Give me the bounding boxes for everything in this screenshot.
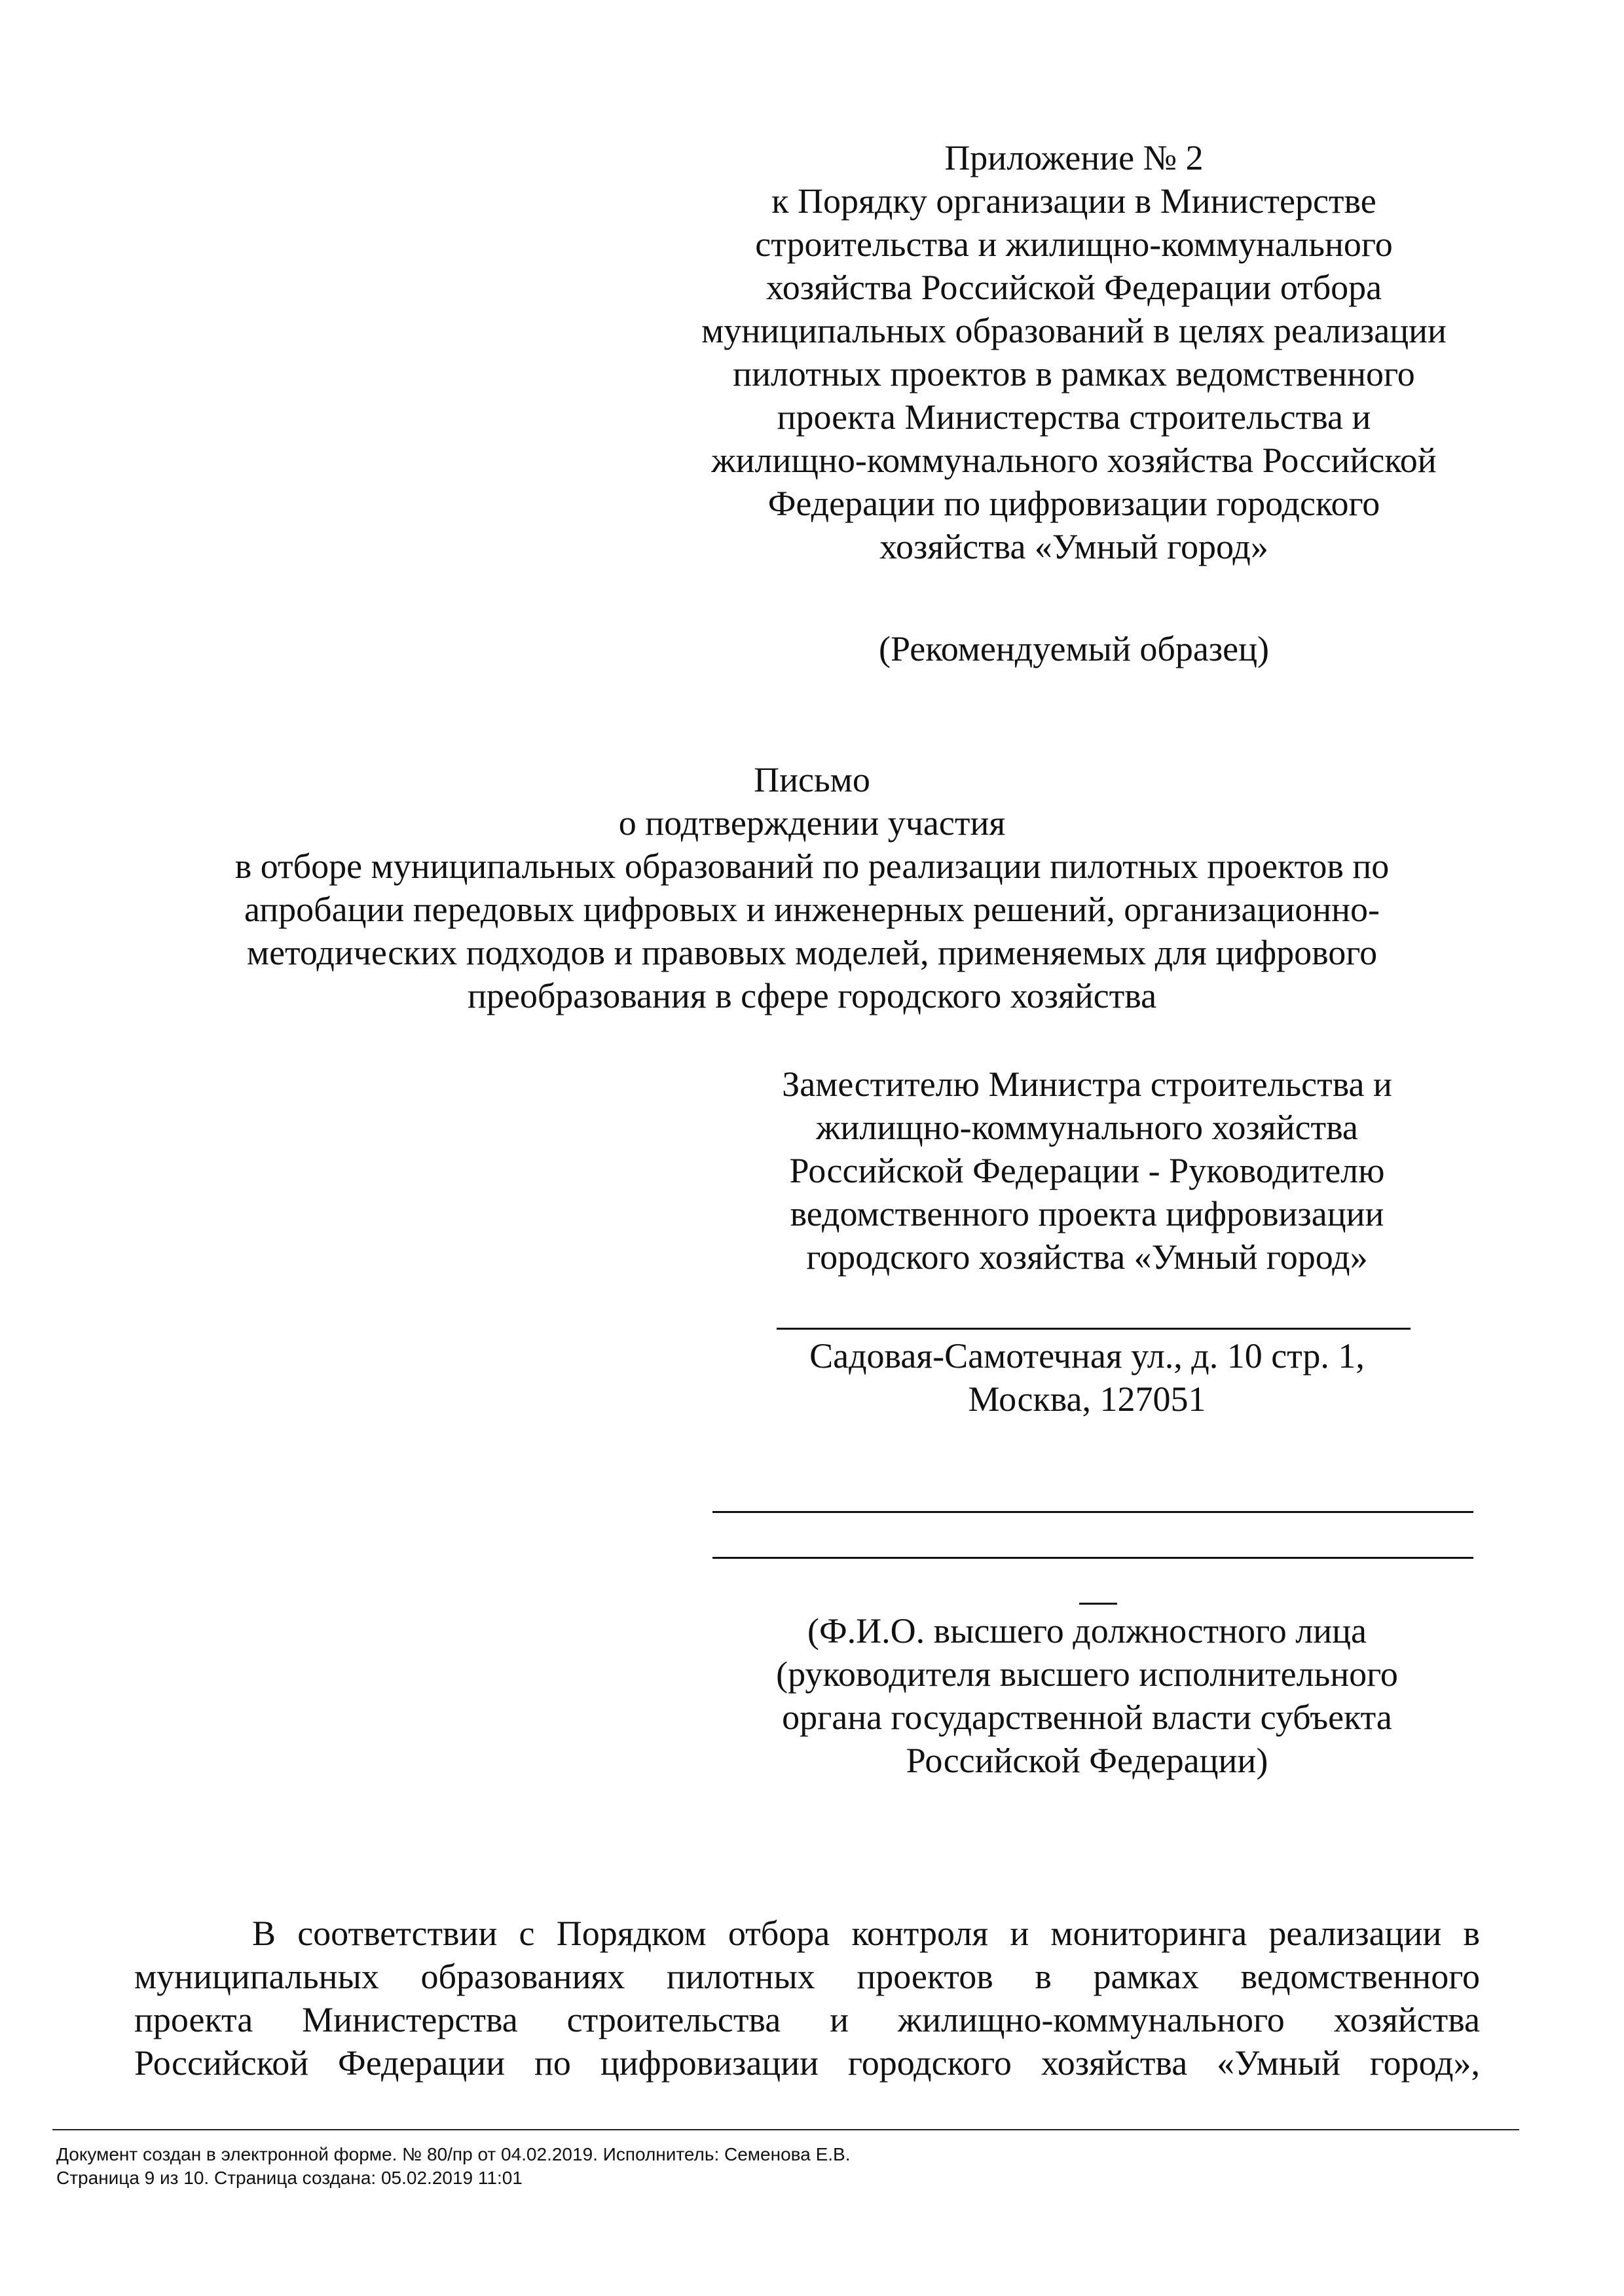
appendix-line: к Порядку организации в Министерстве (771, 181, 1376, 221)
appendix-line: пилотных проектов в рамках ведомственного (733, 354, 1415, 393)
footer-page-info: Страница 9 из 10. Страница создана: 05.02.2019 11:01 (56, 2168, 523, 2188)
letter-title-line: методических подходов и правовых моделей, применяемых для цифрового (246, 933, 1378, 972)
addressee-line: Заместителю Министра строительства и (782, 1065, 1392, 1104)
appendix-line: строительства и жилищно-коммунального (755, 225, 1393, 264)
appendix-header (616, 136, 1532, 568)
body-paragraph (134, 1912, 1480, 2085)
addressee-address (707, 1334, 1467, 1421)
body-line: В соответствии с Порядком отбора контроля и мониторинга реализации в (252, 1914, 1480, 1953)
appendix-line: проекта Министерства строительства и (777, 397, 1371, 437)
letter-title-line: апробации передовых цифровых и инженерных решений, организационно- (244, 890, 1380, 929)
sample-note (616, 627, 1532, 670)
letter-title-line: Письмо (754, 760, 870, 799)
blank-fill-line (712, 1557, 1473, 1559)
official-name-note (707, 1609, 1467, 1782)
addressee-divider (777, 1328, 1411, 1330)
blank-fill-line-short (1079, 1603, 1117, 1605)
sample-note-text: (Рекомендуемый образец) (879, 629, 1269, 668)
official-note-line: (Ф.И.О. высшего должностного лица (807, 1611, 1367, 1650)
appendix-line: хозяйства «Умный город» (879, 527, 1268, 566)
letter-title-line: преобразования в сфере городского хозяйства (467, 976, 1157, 1015)
body-line: муниципальных образованиях пилотных проектов в рамках ведомственного (134, 1957, 1480, 1996)
address-line: Москва, 127051 (968, 1379, 1206, 1419)
letter-title (131, 758, 1493, 1017)
footer-divider (52, 2129, 1519, 2130)
letter-title-line: в отборе муниципальных образований по реализации пилотных проектов по (234, 847, 1390, 886)
body-line: проекта Министерства строительства и жилищно-коммунального хозяйства (134, 2000, 1480, 2039)
address-line: Садовая-Самотечная ул., д. 10 стр. 1, (809, 1336, 1365, 1376)
official-note-line: Российской Федерации) (906, 1741, 1268, 1780)
blank-fill-line (712, 1511, 1473, 1513)
addressee-line: городского хозяйства «Умный город» (806, 1237, 1368, 1277)
body-line: Российской Федерации по цифровизации городского хозяйства «Умный город», (134, 2043, 1480, 2083)
addressee-line: жилищно-коммунального хозяйства (816, 1108, 1358, 1147)
letter-title-line: о подтверждении участия (618, 803, 1006, 843)
addressee-line: ведомственного проекта цифровизации (790, 1194, 1384, 1233)
appendix-line: Приложение № 2 (944, 138, 1204, 177)
addressee-line: Российской Федерации - Руководителю (789, 1151, 1385, 1190)
appendix-line: жилищно-коммунального хозяйства Российской (711, 441, 1437, 480)
appendix-line: муниципальных образований в целях реализации (701, 311, 1447, 350)
document-footer (56, 2143, 851, 2190)
official-note-line: (руководителя высшего исполнительного (776, 1654, 1398, 1694)
appendix-line: Федерации по цифровизации городского (767, 484, 1380, 523)
official-note-line: органа государственной власти субъекта (782, 1698, 1392, 1737)
addressee-block (707, 1063, 1467, 1279)
appendix-line: хозяйства Российской Федерации отбора (766, 268, 1382, 307)
footer-document-info: Документ создан в электронной форме. № 80/пр от 04.02.2019. Исполнитель: Семенова Е.В. (56, 2144, 851, 2164)
